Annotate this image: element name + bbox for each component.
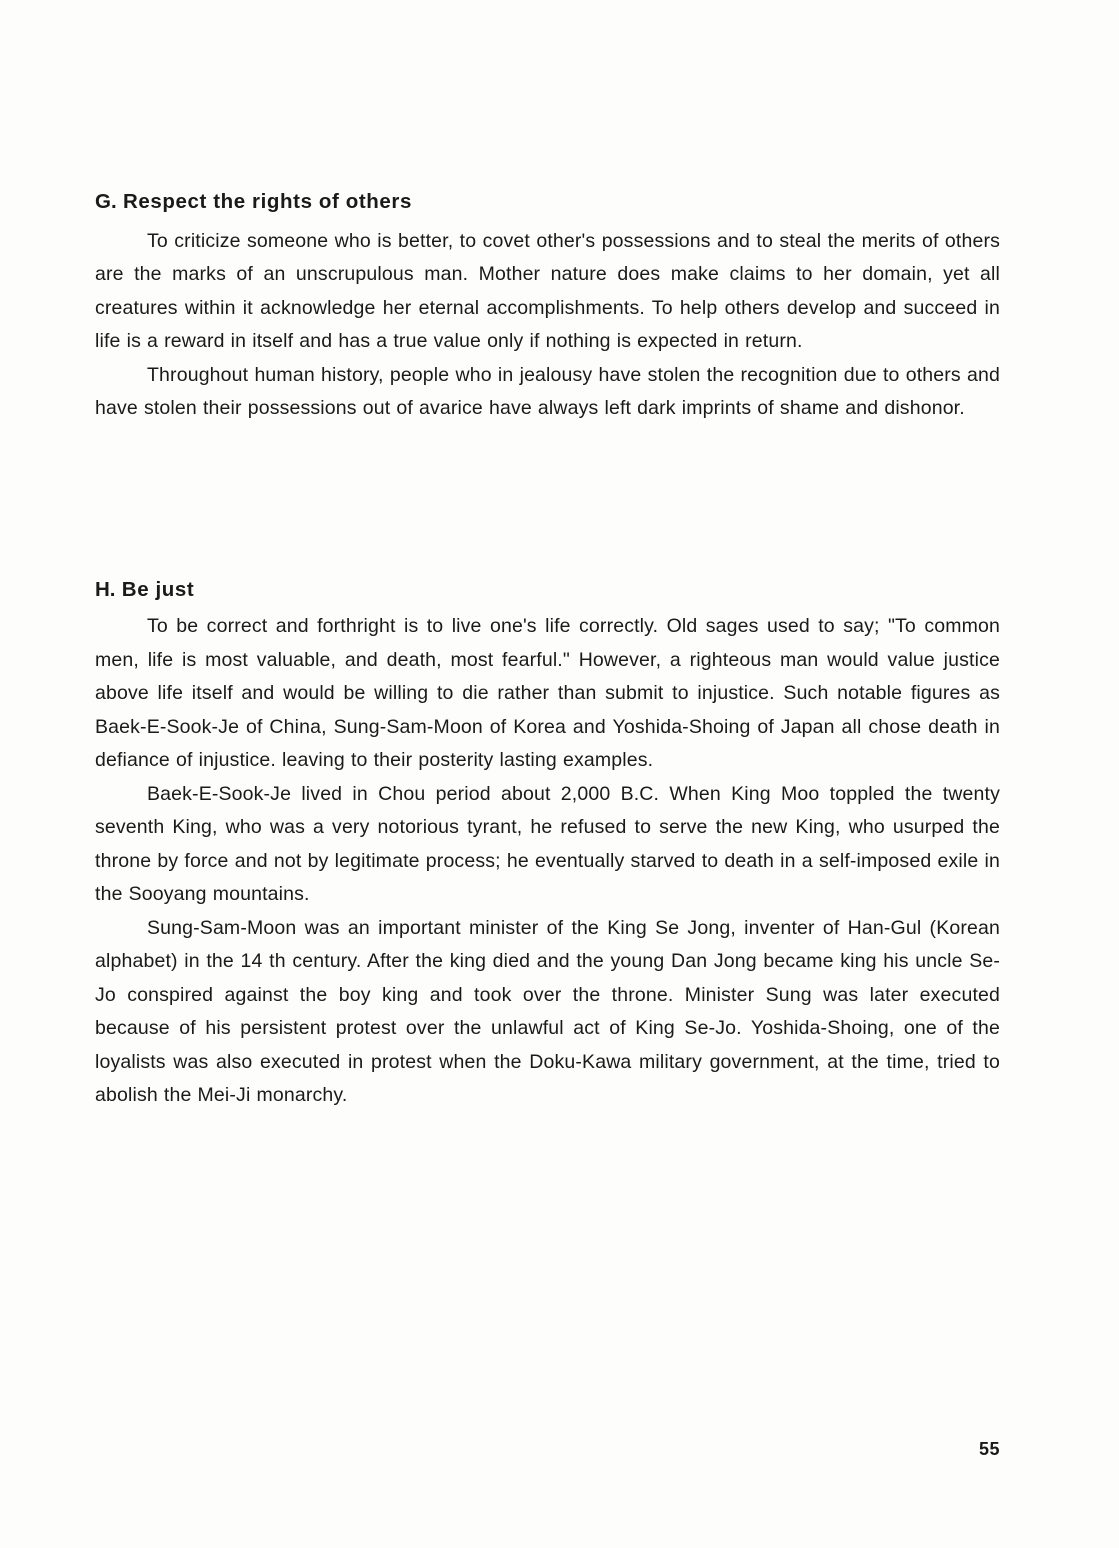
page-content <box>95 190 1000 1113</box>
section-g-paragraph-2: Throughout human history, people who in jealousy have stolen the recognition due to others and have stolen their possessions out of avarice have always left dark imprints of shame and dishonor. <box>95 363 1000 420</box>
section-h-title: Be just <box>121 577 195 601</box>
section-h-paragraph-2: Baek-E-Sook-Je lived in Chou period about 2,000 B.C. When King Moo toppled the twenty seventh King, who was a very notorious tyrant, he refused to serve the new King, who usurped the throne by force and not by legitimate process; he eventually starved to death in a self-imposed exile in the Sooyang mountains. <box>95 782 1000 906</box>
section-g-label: G. <box>95 190 117 213</box>
section-g-heading <box>95 190 1000 215</box>
section-h-label: H. <box>95 577 116 601</box>
section-spacer <box>95 426 1000 578</box>
section-g <box>95 190 1000 426</box>
section-h <box>95 578 1000 1113</box>
page-number: 55 <box>978 1439 1000 1459</box>
section-g-title: Respect the rights of others <box>122 190 412 213</box>
section-h-paragraph-1: To be correct and forthright is to live one's life correctly. Old sages used to say; "To common men, life is most valuable, and death, most fearful." However, a righteous man would value justice above life itself and would be willing to die rather than submit to injustice. Such notable figures as Baek-E-Sook-Je of China, Sung-Sam-Moon of Korea and Yoshida-Shoing of Japan all chose death in defiance of injustice. leaving to their posterity lasting examples. <box>95 615 1000 772</box>
section-g-paragraph-1: To criticize someone who is better, to covet other's possessions and to steal the merits of others are the marks of an unscrupulous man. Mother nature does make claims to her domain, yet all creatures within it acknowledge her eternal accomplishments. To help others develop and succeed in life is a reward in itself and has a true value only if nothing is expected in return. <box>95 229 1000 353</box>
section-h-paragraph-3: Sung-Sam-Moon was an important minister of the King Se Jong, inventer of Han-Gul (Korean alphabet) in the 14 th century. After the king died and the young Dan Jong became king his uncle Se-Jo conspired against the boy king and took over the throne. Minister Sung was later executed because of his persistent protest over the unlawful act of King Se-Jo. Yoshida-Shoing, one of the loyalists was also executed in protest when the Doku-Kawa military government, at the time, tried to abolish the Mei-Ji monarchy. <box>95 916 1000 1107</box>
section-h-heading <box>95 578 1000 603</box>
